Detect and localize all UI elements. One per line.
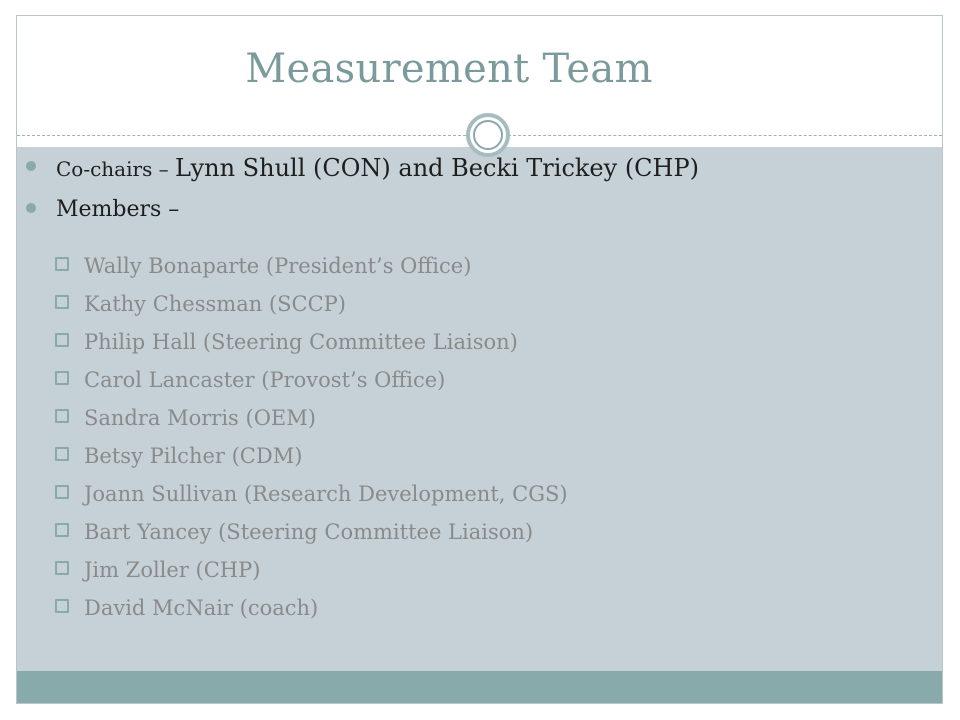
member-name: Philip Hall (Steering Committee Liaison) (84, 330, 518, 354)
member-item (51, 285, 568, 323)
member-name: Bart Yancey (Steering Committee Liaison) (84, 520, 534, 544)
member-item (51, 247, 568, 285)
square-bullet-icon (55, 447, 69, 461)
member-item (51, 437, 568, 475)
cochairs-label: Co-chairs – (56, 157, 176, 181)
cochairs-names: Lynn Shull (CON) and Becki Trickey (CHP) (175, 154, 699, 182)
bullet-dot-icon (26, 203, 36, 213)
member-name: Betsy Pilcher (CDM) (84, 444, 303, 468)
member-item (51, 361, 568, 399)
member-name: Jim Zoller (CHP) (84, 558, 261, 582)
members-item (26, 190, 699, 230)
square-bullet-icon (55, 409, 69, 423)
member-item (51, 551, 568, 589)
bullet-dot-icon (26, 161, 36, 171)
member-name: Joann Sullivan (Research Development, CGS) (84, 482, 568, 506)
cochairs-item (26, 148, 699, 190)
member-item (51, 323, 568, 361)
slide-title: Measurement Team (245, 46, 653, 92)
members-sub-list (51, 247, 568, 627)
square-bullet-icon (55, 561, 69, 575)
member-name: Carol Lancaster (Provost’s Office) (84, 368, 446, 392)
square-bullet-icon (55, 333, 69, 347)
square-bullet-icon (55, 371, 69, 385)
square-bullet-icon (55, 295, 69, 309)
ring-inner (473, 120, 503, 150)
member-item (51, 399, 568, 437)
member-name: Wally Bonaparte (President’s Office) (84, 254, 472, 278)
square-bullet-icon (55, 523, 69, 537)
member-name: Kathy Chessman (SCCP) (84, 292, 346, 316)
member-name: David McNair (coach) (84, 596, 319, 620)
member-item (51, 589, 568, 627)
square-bullet-icon (55, 257, 69, 271)
square-bullet-icon (55, 599, 69, 613)
member-item (51, 513, 568, 551)
main-bullet-list (26, 148, 699, 230)
member-name: Sandra Morris (OEM) (84, 406, 316, 430)
member-item (51, 475, 568, 513)
square-bullet-icon (55, 485, 69, 499)
footer-bar (17, 671, 942, 703)
members-label: Members – (56, 197, 180, 222)
